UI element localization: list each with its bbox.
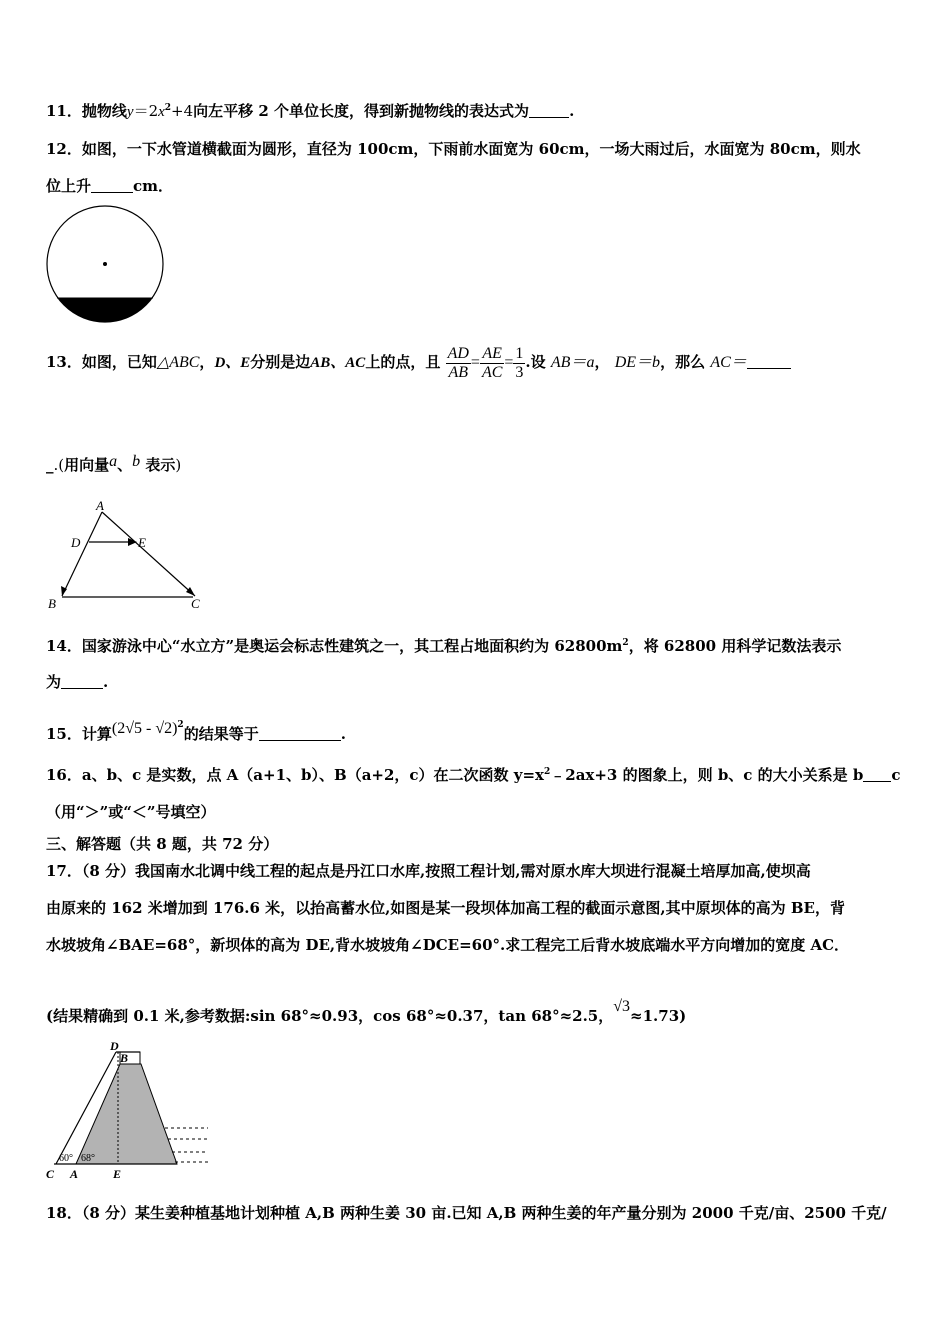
label-b: B (48, 596, 56, 611)
question-13-line1: 13．如图，已知△ABC，D、E分别是边AB、AC上的点，且 $\frac{AD}{AB}$ = $\frac{AE}{AC}$ = $\frac{1}{3}$ .设 AB＝a， DE＝b，那么 AC＝ (46, 340, 791, 385)
label-e: E (138, 535, 146, 550)
angle-60: 60° (59, 1153, 73, 1164)
answer-blank-11[interactable] (529, 103, 569, 118)
question-14-line2: 为 . (46, 673, 109, 691)
original-dam-body (76, 1064, 177, 1164)
label-e: E (113, 1167, 122, 1181)
question-16-line1: 16．a、b、c 是实数，点 A（a+1、b）、B（a+2，c）在二次函数 $y=x^2﹣2ax+3$ 的图象上，则 b、c 的大小关系是 b c (46, 766, 901, 784)
question-12-line1: 12．如图，一下水管道横截面为圆形，直径为 100cm，下雨前水面宽为 60cm，一场大雨过后，水面宽为 80cm，则水 (46, 140, 861, 158)
question-17-line2: 由原来的 162 米增加到 176.6 米，以抬高蓄水位,如图是某一段坝体加高工程的截面示意图,其中原坝体的高为 BE，背 (46, 899, 845, 917)
question-16-line2: （用“＞”或“＜”号填空） (46, 803, 216, 821)
water-fill (40, 298, 170, 330)
answer-blank-12[interactable] (91, 178, 133, 193)
section-3-heading: 三、解答题（共 8 题，共 72 分） (46, 835, 279, 853)
question-17-line4: (结果精确到 0.1 米,参考数据:sin 68°≈0.93，cos 68°≈0.37，tan 68°≈2.5，√3≈1.73) (46, 998, 687, 1025)
question-11: 11．抛物线$y=2x^2+4$向左平移 2 个单位长度，得到新抛物线的表达式为 . (46, 102, 575, 120)
answer-blank-13[interactable] (747, 354, 791, 369)
question-12-line2: 位上升 cm． (46, 177, 174, 195)
question-18-line1: 18．（8 分）某生姜种植基地计划种植 A,B 两种生姜 30 亩.已知 A,B 两种生姜的年产量分别为 2000 千克/亩、2500 千克/ (46, 1204, 887, 1222)
label-c: C (46, 1167, 55, 1181)
center-dot (103, 262, 107, 266)
fraction-ae-ac: $\frac{AE}{AC}$ (481, 344, 503, 381)
fraction-one-third: $\frac{1}{3}$ (515, 344, 524, 381)
label-d: D (71, 535, 81, 550)
label-b: B (120, 1051, 129, 1065)
question-13-line2: _.(用向量a、b 表示) (46, 453, 182, 474)
question-17-line3: 水坡坡角∠BAE=68°，新坝体的高为 DE,背水坡坡角∠DCE=60°.求工程完工后背水坡底端水平方向增加的宽度 AC． (46, 936, 850, 954)
question-17-line1: 17．（8 分）我国南水北调中线工程的起点是丹江口水库,按照工程计划,需对原水库大坝进行混凝土培厚加高,使坝高 (46, 862, 811, 880)
angle-68: 68° (81, 1153, 95, 1164)
label-d: D (110, 1039, 119, 1053)
answer-blank-16[interactable] (863, 767, 891, 782)
pipe-cross-section-figure (40, 200, 170, 330)
triangle-abc-figure (40, 496, 220, 616)
question-14-line1: 14．国家游泳中心“水立方”是奥运会标志性建筑之一，其工程占地面积约为 $62800m^2$，将 62800 用科学记数法表示 (46, 637, 842, 655)
label-a: A (70, 1167, 79, 1181)
fraction-ad-ab: $\frac{AD}{AB}$ (447, 344, 469, 381)
answer-blank-14[interactable] (61, 674, 103, 689)
segment-ab (62, 512, 102, 596)
dam-cross-section-figure (40, 1038, 220, 1186)
answer-blank-15[interactable] (259, 726, 341, 741)
segment-ac (102, 512, 195, 596)
label-c: C (191, 596, 200, 611)
label-a: A (96, 498, 104, 513)
question-15: 15．计算(2√5 - √2)$^2$的结果等于 . (46, 720, 346, 743)
